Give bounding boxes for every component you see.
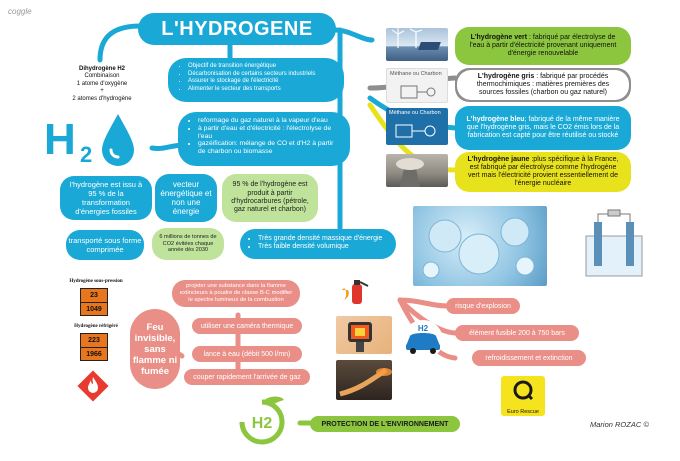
- production-item: • à partir d'eau et d'électricité : l'électrolyse de l'eau: [198, 125, 342, 141]
- bubbles-photo: [413, 206, 547, 286]
- car-label: H2: [417, 324, 429, 333]
- risk-fusible: élément fusible 200 à 750 bars: [455, 325, 579, 341]
- extinguisher-icon: [338, 276, 372, 306]
- page-title: L'HYDROGENE: [138, 13, 336, 45]
- action-water-lance: lance à eau (débit 500 l/mn): [192, 346, 302, 362]
- h2o-h: H: [44, 115, 76, 164]
- risk-cooling: refroidissement et extinction: [472, 350, 586, 366]
- hazard-plate-bottom: 1966: [86, 351, 102, 358]
- hazard-plate-top: 23: [81, 289, 107, 303]
- grey-name: L'hydrogène gris: [477, 72, 535, 80]
- objective-item: • Assurer le stockage de l'électricité: [188, 78, 336, 86]
- production-item: • reformage du gaz naturel à la vapeur d'eau: [198, 117, 342, 125]
- hazard-plate-title-1: Hydrogène sous-pression: [69, 279, 123, 284]
- objectives-box: [168, 58, 344, 102]
- intro-heading: Dihydrogène H2: [78, 66, 125, 72]
- h2o-icon: [38, 108, 148, 166]
- author-credit: Marion ROZAC ©: [590, 420, 649, 429]
- thermal-camera-photo: [336, 316, 392, 354]
- fact-vector: vecteur énergétique et non une énergie: [155, 174, 217, 222]
- action-extinguisher: projeter une substance dans la flamme extincteurs à poudre de classe B-C modifier le spectre lumineux de la combustion: [172, 280, 300, 307]
- coggle-logo: coggle: [8, 7, 32, 16]
- risk-explosion: risque d'explosion: [446, 298, 520, 314]
- fact-transport: transporté sous forme comprimée: [66, 230, 144, 260]
- wind-solar-photo: [386, 28, 448, 61]
- fact-fossil: l'hydrogène est issu à 95 % de la transformation d'énergies fossiles: [60, 176, 152, 220]
- production-box: [178, 112, 350, 166]
- h2o-sub: 2: [80, 142, 93, 166]
- intro-line1: Combinaison: [84, 73, 120, 80]
- fact-co2: 6 millions de tonnes de CO2 évitées chaque année dès 2030: [152, 228, 224, 260]
- action-thermal-camera: utiliser une caméra thermique: [192, 318, 302, 334]
- hazard-plate-1: [80, 288, 108, 316]
- protection-label: PROTECTION DE L'ENVIRONNEMENT: [310, 416, 460, 432]
- intro-block: [54, 66, 150, 106]
- hazard-plate-top: 223: [81, 334, 107, 348]
- blue-process-image: [386, 108, 448, 145]
- density-item: • Très grande densité massique d'énergie: [258, 235, 388, 243]
- density-item: • Très faible densité volumique: [258, 243, 388, 251]
- green-name: L'hydrogène vert: [470, 33, 528, 41]
- euro-rescue-label: Euro Rescue: [507, 409, 539, 415]
- objectives-list: [178, 63, 336, 93]
- intro-line3: 2 atomes d'hydrogène: [72, 95, 132, 102]
- hydrogen-green-desc: [455, 27, 631, 65]
- yellow-text: :plus spécifique à la France, est fabriqué par électrolyse comme l'hydrogène vert mais l'électricité provient essentiellement de l'énergie nucléaire: [468, 155, 619, 188]
- green-text: : fabriqué par électrolyse de l'eau à partir d'électricité provenant uniquement d'énergie renouvelable: [469, 33, 617, 58]
- hazard-plate-2: [80, 333, 108, 361]
- fact-density: [240, 229, 396, 259]
- flammable-icon: [76, 369, 110, 403]
- yellow-name: L'hydrogène jaune: [467, 155, 530, 163]
- electrolysis-diagram: [556, 206, 666, 286]
- production-item: • gazéification: mélange de CO et d'H2 à partir de charbon ou biomasse: [198, 140, 342, 156]
- euro-rescue-logo: [501, 376, 545, 416]
- nuclear-plant-photo: [386, 154, 448, 187]
- hazard-plate-bottom: 1049: [86, 306, 102, 313]
- objective-item: • Objectif de transition énergétique: [188, 63, 336, 71]
- hydrogen-car-icon: [398, 318, 448, 362]
- connector-intro: [100, 26, 140, 60]
- grey-photo-label: Méthane ou Charbon: [390, 71, 442, 77]
- density-list: [248, 235, 388, 252]
- objective-item: • Alimenter le secteur des transports: [188, 86, 336, 94]
- blue-name: L'hydrogène bleu: [466, 115, 525, 123]
- fact-hydrocarbons: 95 % de l'hydrogène est produit à partir d'hydrocarbures (pétrole, gaz naturel et charbon): [222, 174, 318, 222]
- objective-item: • Décarbonisation de certains secteurs industriels: [188, 71, 336, 79]
- h2-leaf-logo: [232, 392, 292, 446]
- h2-logo-text: H2: [251, 415, 273, 432]
- blue-text: ; fabriqué de la même manière que l'hydrogène gris, mais le CO2 émis lors de la fabrication est capté pour être réutilisé ou stocké: [466, 115, 620, 140]
- flame-invisible-label: Feu invisible, sans flamme ni fumée: [130, 309, 180, 389]
- hydrogen-yellow-desc: [455, 152, 631, 192]
- intro-line2: 1 atome d'oxygène: [76, 80, 128, 87]
- intro-plus: +: [100, 88, 104, 95]
- hazard-plate-title-2: Hydrogène réfrigéré: [74, 324, 118, 329]
- hydrogen-grey-desc: [455, 68, 631, 102]
- hydrogen-blue-desc: [455, 106, 631, 150]
- action-cut-gas: couper rapidement l'arrivée de gaz: [184, 369, 310, 385]
- fire-hose-photo: [336, 360, 392, 400]
- grey-process-image: [386, 68, 448, 103]
- blue-photo-label: Méthane ou Charbon: [389, 110, 441, 116]
- production-list: [188, 117, 342, 156]
- grey-text: : fabriqué par procédés thermochimiques : matières premières des sources fossiles (charbon ou gaz naturel): [476, 72, 610, 97]
